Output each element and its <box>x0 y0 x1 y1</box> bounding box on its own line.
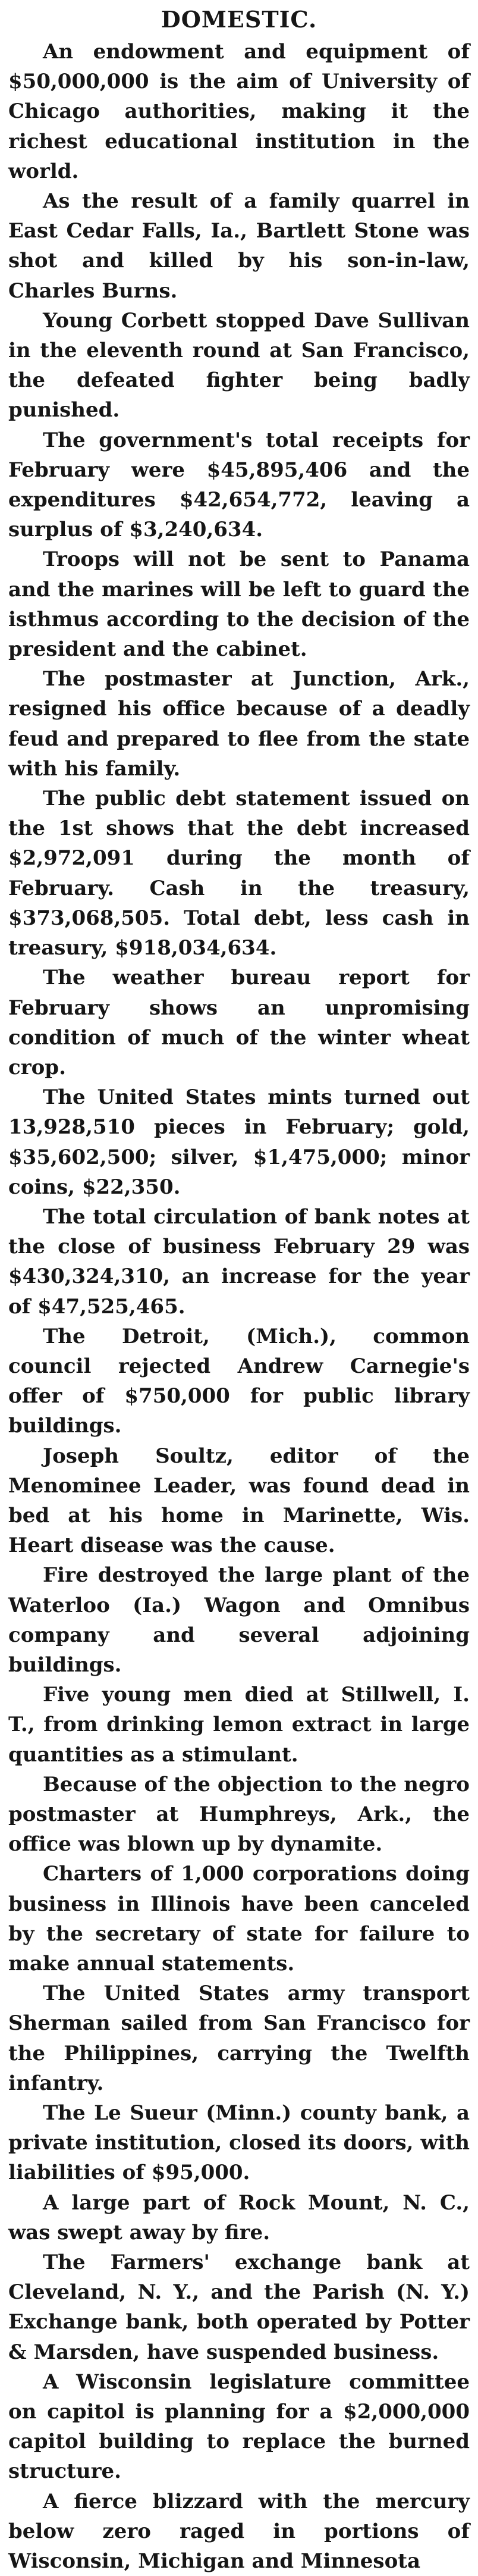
news-item-blizzard: A fierce blizzard with the mercury below zero raged in portions of Wisconsin, Michigan and Minnesota <box>8 2489 470 2574</box>
news-item-mints: The United States mints turned out 13,928,510 pieces in February; gold, $35,602,500; silver, $1,475,000; minor coins, $22,350. <box>8 1085 470 1199</box>
news-item-editor-death: Joseph Soultz, editor of the Menominee Leader, was found dead in bed at his home in Marinette, Wis. Heart disease was the cause. <box>8 1444 470 1558</box>
news-item-postmaster-junction: The postmaster at Junction, Ark., resigned his office because of a deadly feud and prepared to flee from the state with his family. <box>8 667 470 781</box>
news-item-boxing: Young Corbett stopped Dave Sullivan in the eleventh round at San Francisco, the defeated fighter being badly punished. <box>8 308 470 422</box>
news-item-endowment: An endowment and equipment of $50,000,000 is the aim of University of Chicago authorities, making it the richest educational institution in the world. <box>8 40 470 183</box>
news-item-wisconsin-capitol: A Wisconsin legislature committee on capitol is planning for a $2,000,000 capitol building to replace the burned structure. <box>8 2370 470 2484</box>
news-item-illinois-charters: Charters of 1,000 corporations doing business in Illinois have been canceled by the secretary of state for failure to make annual statements. <box>8 1862 470 1976</box>
section-headline: DOMESTIC. <box>161 6 317 33</box>
news-item-army-transport: The United States army transport Sherman sailed from San Francisco for the Philippines, carrying the Twelfth infantry. <box>8 1982 470 2095</box>
news-item-farmers-bank: The Farmers' exchange bank at Cleveland, N. Y., and the Parish (N. Y.) Exchange bank, both operated by Potter & Marsden, have suspended business. <box>8 2251 470 2364</box>
news-item-family-quarrel: As the result of a family quarrel in East Cedar Falls, Ia., Bartlett Stone was shot and killed by his son-in-law, Charles Burns. <box>8 189 470 303</box>
news-item-weather-bureau: The weather bureau report for February shows an unpromising condition of much of the winter wheat crop. <box>8 966 470 1079</box>
news-item-detroit-library: The Detroit, (Mich.), common council rejected Andrew Carnegie's offer of $750,000 for public library buildings. <box>8 1324 470 1438</box>
news-item-stillwell: Five young men died at Stillwell, I. T., from drinking lemon extract in large quantities as a stimulant. <box>8 1683 470 1767</box>
news-item-public-debt: The public debt statement issued on the 1st shows that the debt increased $2,972,091 during the month of February. Cash in the treasury, $373,068,505. Total debt, less cash in treasury, $918,034,634. <box>8 787 470 960</box>
news-item-bank-notes: The total circulation of bank notes at the close of business February 29 was $430,324,310, an increase for the year of $47,525,465. <box>8 1204 470 1319</box>
news-item-panama-troops: Troops will not be sent to Panama and the marines will be left to guard the isthmus according to the decision of the president and the cabinet. <box>8 547 470 662</box>
news-item-government-receipts: The government's total receipts for February were $45,895,406 and the expenditures $42,654,772, leaving a surplus of $3,240,634. <box>8 428 470 542</box>
news-item-rock-mount: A large part of Rock Mount, N. C., was swept away by fire. <box>8 2190 470 2245</box>
news-item-le-sueur-bank: The Le Sueur (Minn.) county bank, a private institution, closed its doors, with liabilities of $95,000. <box>8 2101 470 2185</box>
news-item-waterloo-fire: Fire destroyed the large plant of the Waterloo (Ia.) Wagon and Omnibus company and several adjoining buildings. <box>8 1563 470 1677</box>
news-item-humphreys: Because of the objection to the negro postmaster at Humphreys, Ark., the office was blown up by dynamite. <box>8 1772 470 1857</box>
news-items <box>8 37 470 2576</box>
